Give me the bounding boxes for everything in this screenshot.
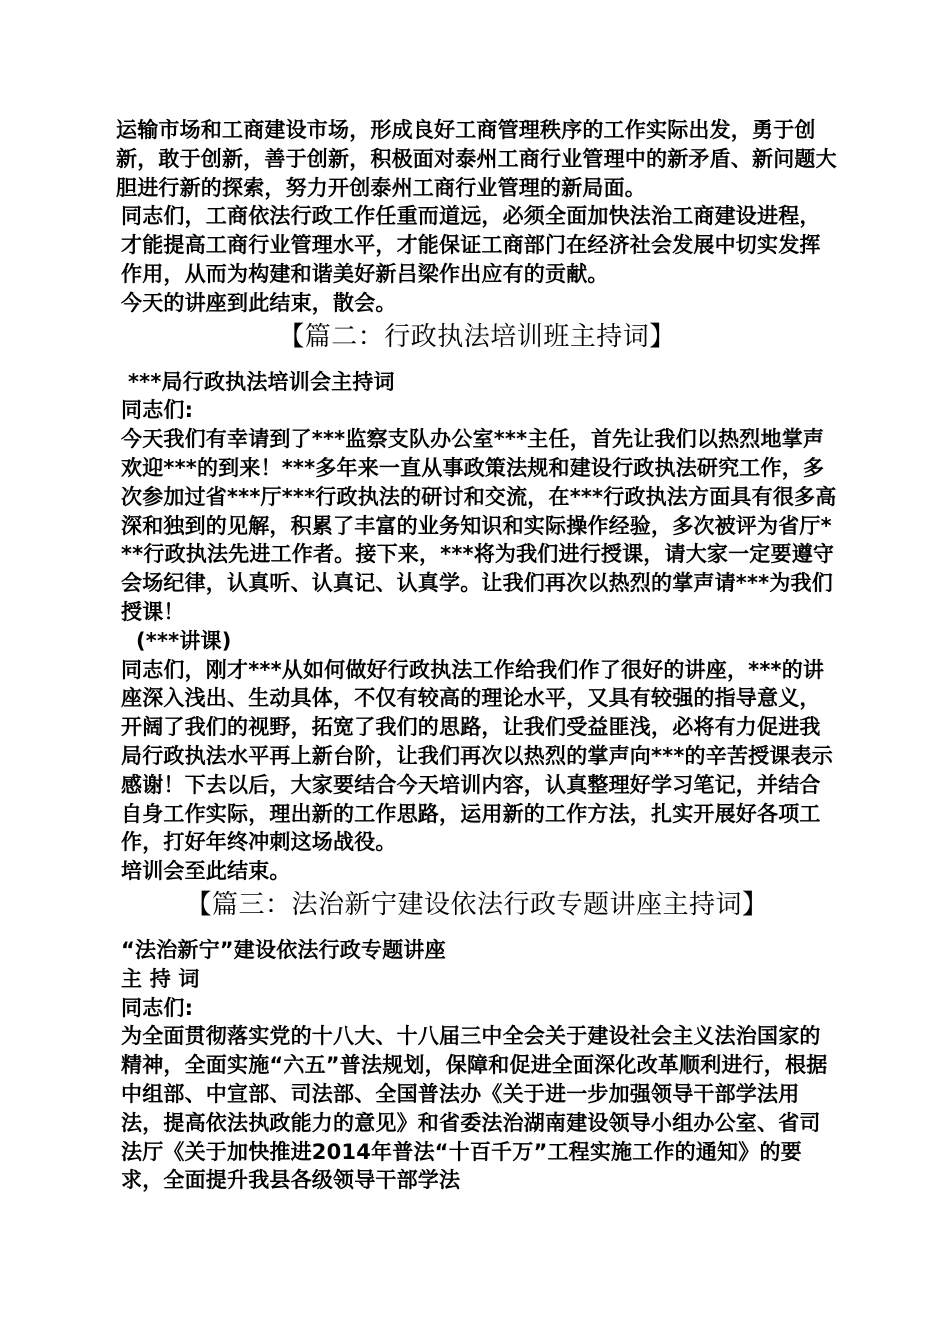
document-body (116, 116, 838, 1195)
section2-paragraph-2: 同志们，刚才***从如何做好行政执法工作给我们作了很好的讲座，***的讲座深入浅出、生动具体，不仅有较高的理论水平，又具有较强的指导意义，开阔了我们的视野，拓宽了我们的思路，让我们受益匪浅，必将有力促进我局行政执法水平再上新台阶，让我们再次以热烈的掌声向***的辛苦授课表示感谢！下去以后，大家要结合今天培训内容，认真整理好学习笔记，并结合自身工作实际，理出新的工作思路，运用新的工作方法，扎实开展好各项工作，打好年终冲刺这场战役。 (121, 657, 833, 855)
section3-heading: 【篇三：法治新宁建设依法行政专题讲座主持词】 (185, 889, 769, 920)
section2-lecture-note: (***讲课) (136, 628, 232, 653)
section3-title: “法治新宁”建设依法行政专题讲座 (121, 937, 446, 962)
section2-salutation: 同志们: (121, 398, 194, 423)
intro-paragraph: 运输市场和工商建设市场，形成良好工商管理秩序的工作实际出发，勇于创新，敢于创新，善于创新，积极面对泰州工商行业管理中的新矛盾、新问题大胆进行新的探索，努力开创泰州工商行业管理的新局面。 (116, 118, 837, 200)
section3-subtitle: 主 持 词 (121, 966, 200, 991)
section2-paragraph-1: 今天我们有幸请到了***监察支队办公室***主任，首先让我们以热烈地掌声欢迎***的到来！***多年来一直从事政策法规和建设行政执法研究工作，多次参加过省***厅***行政执法的研讨和交流，在***行政执法方面具有很多高深和独到的见解，积累了丰富的业务知识和实际操作经验，多次被评为省厅***行政执法先进工作者。接下来，***将为我们进行授课，请大家一定要遵守会场纪律，认真听、认真记、认真学。让我们再次以热烈的掌声请***为我们授课！ (121, 427, 837, 624)
section3-salutation: 同志们: (121, 995, 194, 1020)
intro-paragraph-2: 同志们，工商依法行政工作任重而道远，必须全面加快法治工商建设进程，才能提高工商行业管理水平，才能保证工商部门在经济社会发展中切实发挥作用，从而为构建和谐美好新吕梁作出应有的贡献。 (121, 204, 821, 286)
section2-title: ***局行政执法培训会主持词 (128, 369, 395, 394)
section2-heading: 【篇二：行政执法培训班主持词】 (278, 321, 676, 352)
intro-closing: 今天的讲座到此结束，散会。 (121, 290, 397, 315)
section3-paragraph-1: 为全面贯彻落实党的十八大、十八届三中全会关于建设社会主义法治国家的精神，全面实施“六五”普法规划，保障和促进全面深化改革顺利进行，根据中组部、中宣部、司法部、全国普法办《关于进一步加强领导干部学法用法，提高依法执政能力的意见》和省委法治湖南建设领导小组办公室、省司法厅《关于加快推进2014年普法“十百千万”工程实施工作的通知》的要求，全面提升我县各级领导干部学法 (121, 1024, 828, 1193)
section2-closing: 培训会至此结束。 (121, 859, 291, 884)
